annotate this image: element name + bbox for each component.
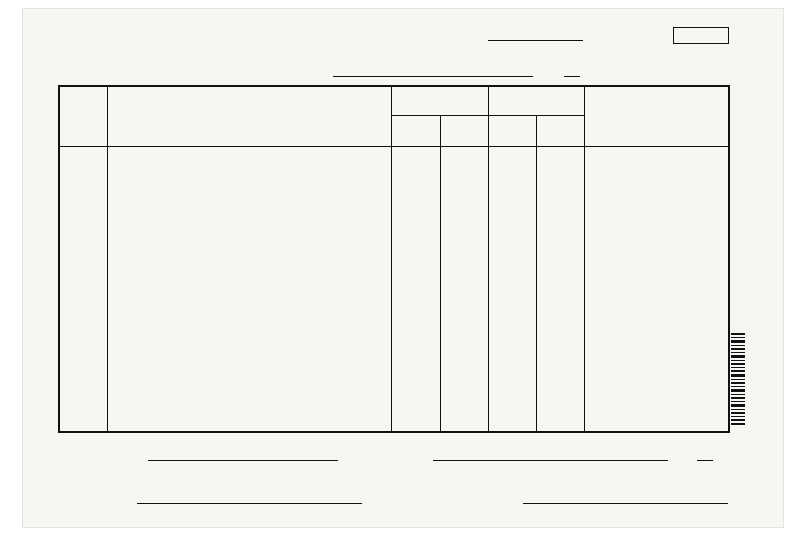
table-col-divider bbox=[391, 85, 392, 431]
date-line bbox=[433, 460, 668, 461]
table-header-line bbox=[58, 146, 728, 147]
chief-accountant-line bbox=[523, 503, 728, 504]
table-col-divider bbox=[584, 85, 585, 431]
table-col-divider bbox=[107, 85, 108, 431]
table-col-divider bbox=[488, 85, 489, 431]
ledger-table bbox=[58, 85, 730, 433]
attachment-line bbox=[148, 460, 338, 461]
barcode bbox=[731, 333, 757, 425]
year-line bbox=[564, 76, 580, 77]
table-col-divider bbox=[440, 115, 441, 431]
table-col-divider bbox=[536, 115, 537, 431]
month-line bbox=[333, 76, 533, 77]
table-sub-header-line bbox=[391, 115, 584, 116]
compiled-line bbox=[137, 503, 362, 504]
footer-year-line bbox=[697, 460, 713, 461]
form-code-box bbox=[673, 27, 729, 44]
order-number-line bbox=[488, 40, 583, 41]
